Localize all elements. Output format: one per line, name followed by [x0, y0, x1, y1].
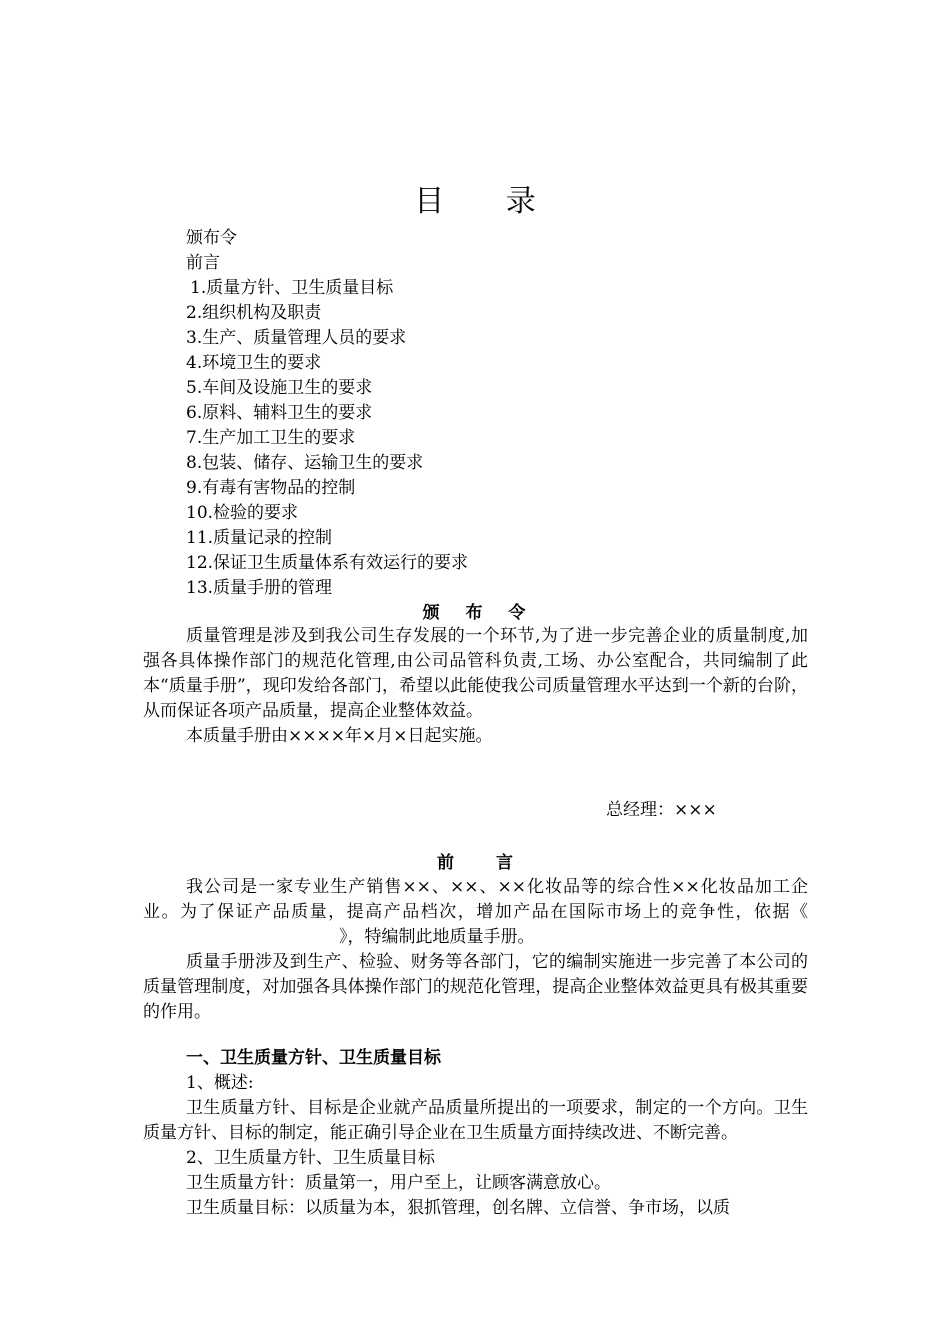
toc-item: 7.生产加工卫生的要求 — [186, 428, 356, 448]
toc-item: 6.原料、辅料卫生的要求 — [186, 403, 373, 423]
section-1 — [143, 1046, 808, 1221]
toc-item: 1.质量方针、卫生质量目标 — [190, 278, 394, 298]
toc-item: 12.保证卫生质量体系有效运行的要求 — [186, 553, 469, 573]
table-of-contents — [186, 226, 468, 601]
preface-paragraph — [143, 875, 808, 950]
toc-item: 颁布令 — [186, 228, 237, 248]
toc-item: 2.组织机构及职责 — [186, 303, 322, 323]
preface-text-a: 我公司是一家专业生产销售××、××、××化妆品等的综合性××化妆品加工企业。为了保证产品质量，提高产品档次，增加产品在国际市场上的竞争性，依据《 — [143, 877, 808, 922]
subsection-heading: 1、概述: — [186, 1073, 254, 1093]
toc-item: 5.车间及设施卫生的要求 — [186, 378, 373, 398]
quality-policy: 卫生质量方针：质量第一，用户至上，让顾客满意放心。 — [186, 1173, 611, 1193]
signature: 总经理：××× — [606, 800, 717, 820]
subsection-heading: 2、卫生质量方针、卫生质量目标 — [186, 1148, 435, 1168]
decree-effective-date: 本质量手册由××××年×月×日起实施。 — [186, 726, 493, 746]
decree-body — [143, 624, 808, 749]
preface-text-b: 》，特编制此地质量手册。 — [339, 927, 535, 947]
toc-title: 目 录 — [414, 184, 562, 219]
toc-item: 10.检验的要求 — [186, 503, 299, 523]
decree-paragraph: 质量管理是涉及到我公司生存发展的一个环节,为了进一步完善企业的质量制度,加强各具体操作部门的规范化管理,由公司品管科负责,工场、办公室配合，共同编制了此本“质量手册”，现印发给各部门，希望以此能使我公司质量管理水平达到一个新的台阶，从而保证各项产品质量，提高企业整体效益。 — [143, 626, 808, 721]
preface-paragraph: 质量手册涉及到生产、检验、财务等各部门，它的编制实施进一步完善了本公司的质量管理制度，对加强各具体操作部门的规范化管理，提高企业整体效益更具有极其重要的作用。 — [143, 952, 808, 1022]
quality-goal: 卫生质量目标：以质量为本，狠抓管理，创名牌、立信誉、争市场，以质 — [186, 1198, 730, 1218]
toc-item: 3.生产、质量管理人员的要求 — [186, 328, 407, 348]
section-title: 一、卫生质量方针、卫生质量目标 — [186, 1048, 441, 1068]
toc-item: 4.环境卫生的要求 — [186, 353, 322, 373]
toc-item: 8.包装、储存、运输卫生的要求 — [186, 453, 424, 473]
preface-title: 前 言 — [437, 853, 531, 873]
toc-item: 前言 — [186, 253, 220, 273]
toc-item: 11.质量记录的控制 — [186, 528, 333, 548]
decree-title: 颁 布 令 — [422, 603, 536, 623]
preface-body — [143, 875, 808, 1025]
section-paragraph: 卫生质量方针、目标是企业就产品质量所提出的一项要求，制定的一个方向。卫生质量方针、目标的制定，能正确引导企业在卫生质量方面持续改进、不断完善。 — [143, 1098, 808, 1143]
toc-item: 9.有毒有害物品的控制 — [186, 478, 356, 498]
toc-item: 13.质量手册的管理 — [186, 578, 333, 598]
